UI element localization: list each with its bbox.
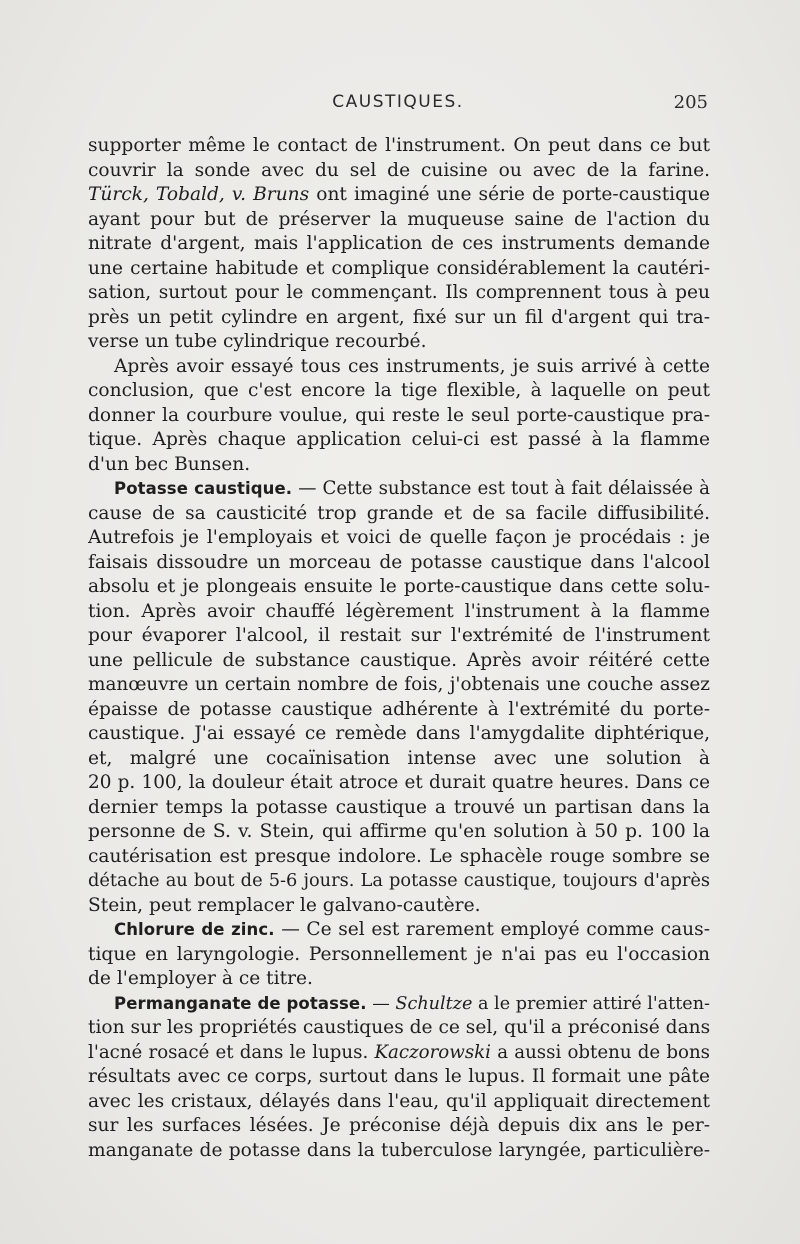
text-line: Autrefois je l'employais et voici de quelle façon je procédais : je <box>88 527 710 548</box>
text-line: caustique. J'ai essayé ce remède dans l'amygdalite diphtérique, <box>88 723 710 744</box>
author-name: Kaczorowski <box>374 1041 491 1063</box>
text-line: tion sur les propriétés caustiques de ce sel, qu'il a préconisé dans <box>88 1017 710 1038</box>
text-line: avec les cristaux, délayés dans l'eau, qu'il appliquait directement <box>88 1090 710 1112</box>
text-line: une pellicule de substance caustique. Après avoir réitéré cette <box>88 649 710 671</box>
text-line: couvrir la sonde avec du sel de cuisine ou avec de la farine. <box>88 159 710 181</box>
text-line: détache au bout de 5-6 jours. La potasse caustique, toujours d'après <box>88 870 710 891</box>
author-names: Türck, Tobald, v. Bruns <box>88 184 310 205</box>
text-line: cause de sa causticité trop grande et de sa facile diffusibilité. <box>88 502 710 524</box>
page-number: 205 <box>673 92 708 113</box>
text-line: dernier temps la potasse caustique a trouvé un partisan dans la <box>88 796 710 818</box>
text-line: de l'employer à ce titre. <box>88 968 313 989</box>
text-line: Après avoir essayé tous ces instruments, je suis arrivé à cette <box>114 355 710 377</box>
text-line: et, malgré une cocaïnisation intense avec une solution à <box>88 747 710 769</box>
text-line: résultats avec ce corps, surtout dans le lupus. Il formait une pâte <box>88 1066 710 1087</box>
text-line: ayant pour but de préserver la muqueuse saine de l'action du <box>88 208 710 230</box>
page-header <box>88 92 708 118</box>
text-line <box>88 918 710 943</box>
paragraph-chlorure-de-zinc <box>88 918 710 992</box>
text-line: cautérisation est presque indolore. Le sphacèle rouge sombre se <box>88 845 710 867</box>
text-run: — Cette substance est tout à fait délaissée à <box>292 478 710 499</box>
text-line: manganate de potasse dans la tuberculose laryngée, particulière- <box>88 1139 710 1161</box>
paragraph-1 <box>88 134 710 355</box>
text-line: verse un tube cylindrique recourbé. <box>88 331 427 352</box>
text-run: — Ce sel est rarement employé comme caus- <box>274 919 710 940</box>
text-line: d'un bec Bunsen. <box>88 453 251 475</box>
text-line: conclusion, que c'est encore la tige flexible, à laquelle on peut <box>88 380 710 401</box>
text-line <box>88 183 710 208</box>
text-line: pour évaporer l'alcool, il restait sur l'extrémité de l'instrument <box>88 625 710 646</box>
text-line: près un petit cylindre en argent, fixé sur un fil d'argent qui tra- <box>88 306 710 328</box>
text-line: manœuvre un certain nombre de fois, j'obtenais une couche assez <box>88 674 710 695</box>
text-line: personne de S. v. Stein, qui affirme qu'en solution à 50 p. 100 la <box>88 821 710 842</box>
text-line: nitrate d'argent, mais l'application de ces instruments demande <box>88 233 710 254</box>
text-line: tique en laryngologie. Personnellement je n'ai pas eu l'occasion <box>88 943 710 965</box>
text-line: 20 p. 100, la douleur était atroce et durait quatre heures. Dans ce <box>88 772 710 793</box>
text-line: sur les surfaces lésées. Je préconise déjà depuis dix ans le per- <box>88 1115 710 1136</box>
text-line: épaisse de potasse caustique adhérente à l'extrémité du porte- <box>88 698 710 720</box>
text-line: tique. Après chaque application celui-ci est passé à la flamme <box>88 429 710 450</box>
section-heading: Permanganate de potasse. <box>114 993 367 1013</box>
text-line <box>88 992 710 1017</box>
text-run: a aussi obtenu de bons <box>491 1041 710 1063</box>
text-line: supporter même le contact de l'instrument. On peut dans ce but <box>88 135 710 156</box>
text-line: donner la courbure voulue, qui reste le seul porte-caustique pra- <box>88 404 710 426</box>
text-line: une certaine habitude et complique considérablement la cautéri- <box>88 257 710 279</box>
text-line: tion. Après avoir chauffé légèrement l'instrument à la flamme <box>88 600 710 622</box>
section-heading: Potasse caustique. <box>114 479 293 498</box>
running-title: CAUSTIQUES. <box>332 92 464 112</box>
section-heading: Chlorure de zinc. <box>114 920 275 939</box>
paragraph-permanganate-de-potasse <box>88 992 710 1164</box>
text-run: — <box>366 993 396 1014</box>
body-text <box>88 134 710 1163</box>
text-line: faisais dissoudre un morceau de potasse caustique dans l'alcool <box>88 551 710 573</box>
text-run: l'acné rosacé et dans le lupus. <box>88 1041 375 1063</box>
text-line: Stein, peut remplacer le galvano-cautère. <box>88 894 481 916</box>
text-run: a le premier attiré l'atten- <box>472 993 710 1014</box>
text-line <box>88 477 710 502</box>
paragraph-potasse-caustique <box>88 477 710 918</box>
text-run: ont imaginé une série de porte-caustique <box>309 184 710 205</box>
text-line: absolu et je plongeais ensuite le porte-caustique dans cette solu- <box>88 576 710 597</box>
paragraph-2 <box>88 355 710 478</box>
text-line: sation, surtout pour le commençant. Ils comprennent tous à peu <box>88 282 710 303</box>
text-line <box>88 1041 710 1066</box>
author-name: Schultze <box>395 993 473 1014</box>
